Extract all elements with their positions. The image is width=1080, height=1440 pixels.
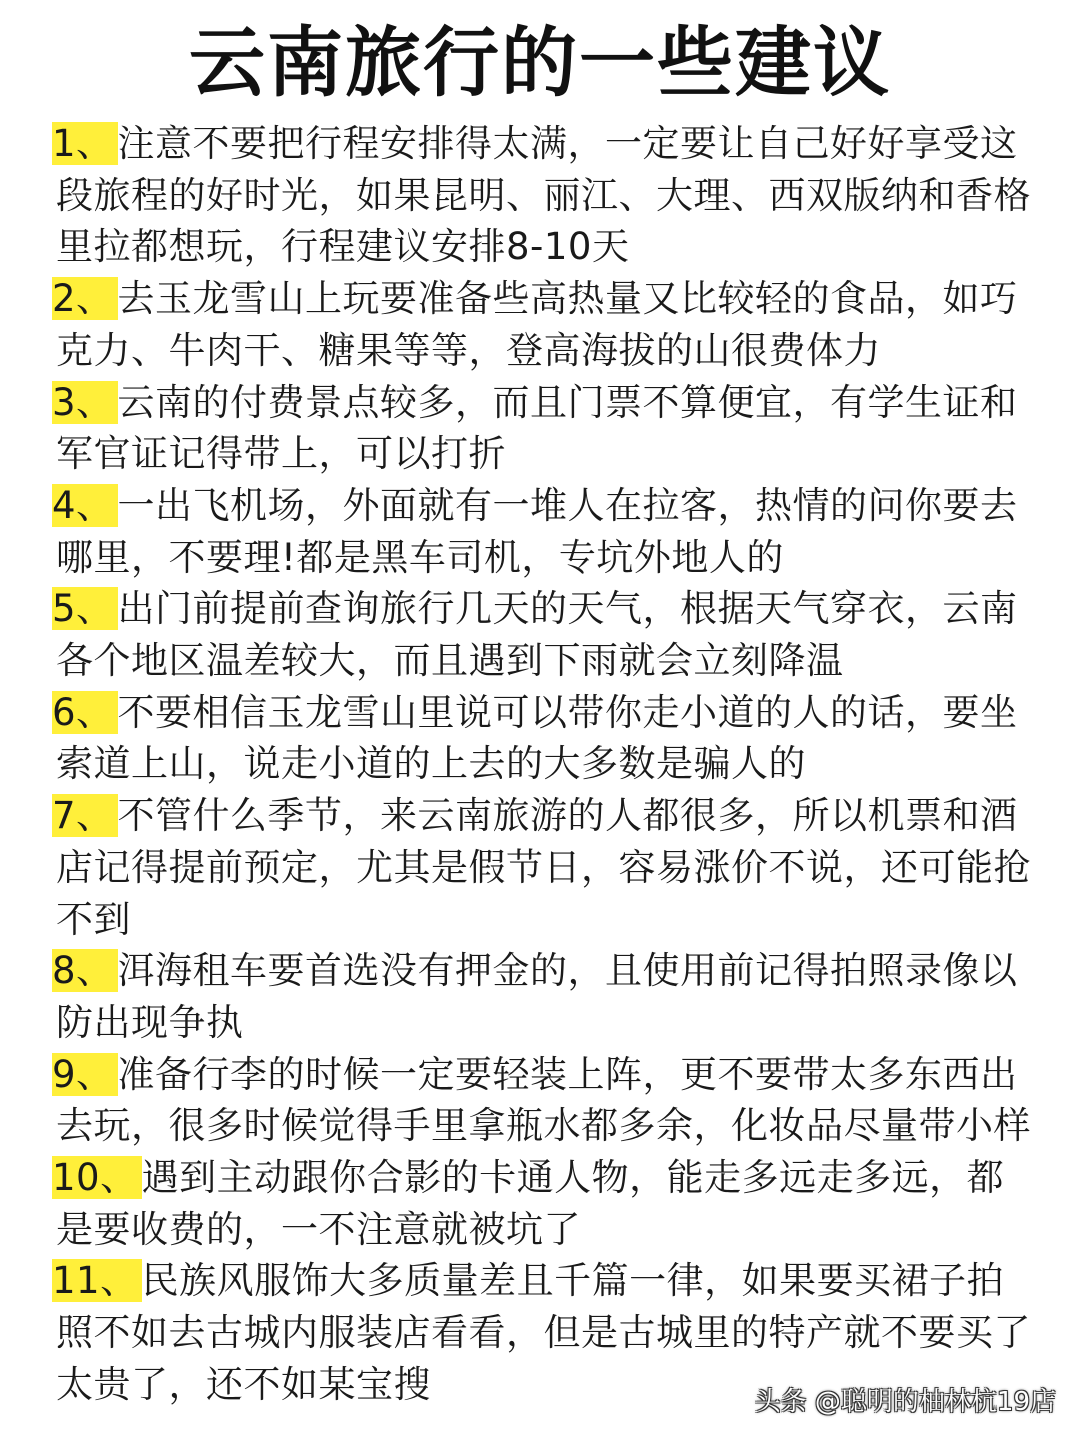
tip-text: 一出飞机场，外面就有一堆人在拉客，热情的问你要去哪里，不要理!都是黑车司机，专坑外地人的 bbox=[56, 483, 1018, 579]
tip-text: 不管什么季节，来云南旅游的人都很多，所以机票和酒店记得提前预定，尤其是假节日，容易涨价不说，还可能抢不到 bbox=[56, 794, 1031, 941]
tip-text: 洱海租车要首选没有押金的，且使用前记得拍照录像以防出现争执 bbox=[56, 949, 1018, 1044]
tip-number: 6、 bbox=[52, 691, 118, 734]
tip-number: 3、 bbox=[52, 381, 118, 424]
tip-item bbox=[52, 118, 1036, 273]
tip-text: 去玉龙雪山上玩要准备些高热量又比较轻的食品，如巧克力、牛肉干、糖果等等，登高海拔的山很费体力 bbox=[56, 277, 1018, 372]
tip-item bbox=[52, 1152, 1036, 1255]
watermark: 头条 @聪明的柚林杭19店 bbox=[754, 1387, 1056, 1417]
tip-text: 不要相信玉龙雪山里说可以带你走小道的人的话，要坐索道上山，说走小道的上去的大多数是骗人的 bbox=[56, 690, 1018, 786]
tip-item bbox=[52, 273, 1036, 376]
tip-number: 2、 bbox=[52, 277, 118, 320]
tip-number: 5、 bbox=[52, 587, 118, 630]
tip-item bbox=[52, 1049, 1036, 1152]
tip-number: 8、 bbox=[52, 949, 118, 992]
tip-item bbox=[52, 687, 1036, 790]
tip-number: 4、 bbox=[52, 484, 118, 527]
tip-item bbox=[52, 790, 1036, 945]
tip-text: 准备行李的时候一定要轻装上阵，更不要带太多东西出去玩，很多时候觉得手里拿瓶水都多余，化妆品尽量带小样 bbox=[56, 1052, 1031, 1148]
tip-item bbox=[52, 377, 1036, 480]
tip-number: 9、 bbox=[52, 1053, 118, 1096]
tip-text: 遇到主动跟你合影的卡通人物，能走多远走多远，都是要收费的，一不注意就被坑了 bbox=[56, 1156, 1005, 1251]
tips-list bbox=[52, 118, 1036, 1411]
tip-item bbox=[52, 945, 1036, 1048]
tip-text: 民族风服饰大多质量差且千篇一律，如果要买裙子拍照不如去古城内服装店看看，但是古城里的特产就不要买了太贵了，还不如某宝搜 bbox=[56, 1259, 1031, 1406]
page-title: 云南旅行的一些建议 bbox=[189, 18, 891, 107]
tip-text: 云南的付费景点较多，而且门票不算便宜，有学生证和军官证记得带上，可以打折 bbox=[56, 380, 1018, 476]
tip-text: 注意不要把行程安排得太满，一定要让自己好好享受这段旅程的好时光，如果昆明、丽江、大理、西双版纳和香格里拉都想玩，行程建议安排8-10天 bbox=[56, 122, 1031, 269]
tip-number: 10、 bbox=[52, 1156, 142, 1199]
tip-number: 11、 bbox=[52, 1259, 142, 1302]
tip-item bbox=[52, 583, 1036, 686]
tip-number: 1、 bbox=[52, 122, 118, 165]
tip-text: 出门前提前查询旅行几天的天气，根据天气穿衣，云南各个地区温差较大，而且遇到下雨就会立刻降温 bbox=[56, 587, 1018, 683]
tip-item bbox=[52, 480, 1036, 583]
tip-number: 7、 bbox=[52, 794, 118, 837]
